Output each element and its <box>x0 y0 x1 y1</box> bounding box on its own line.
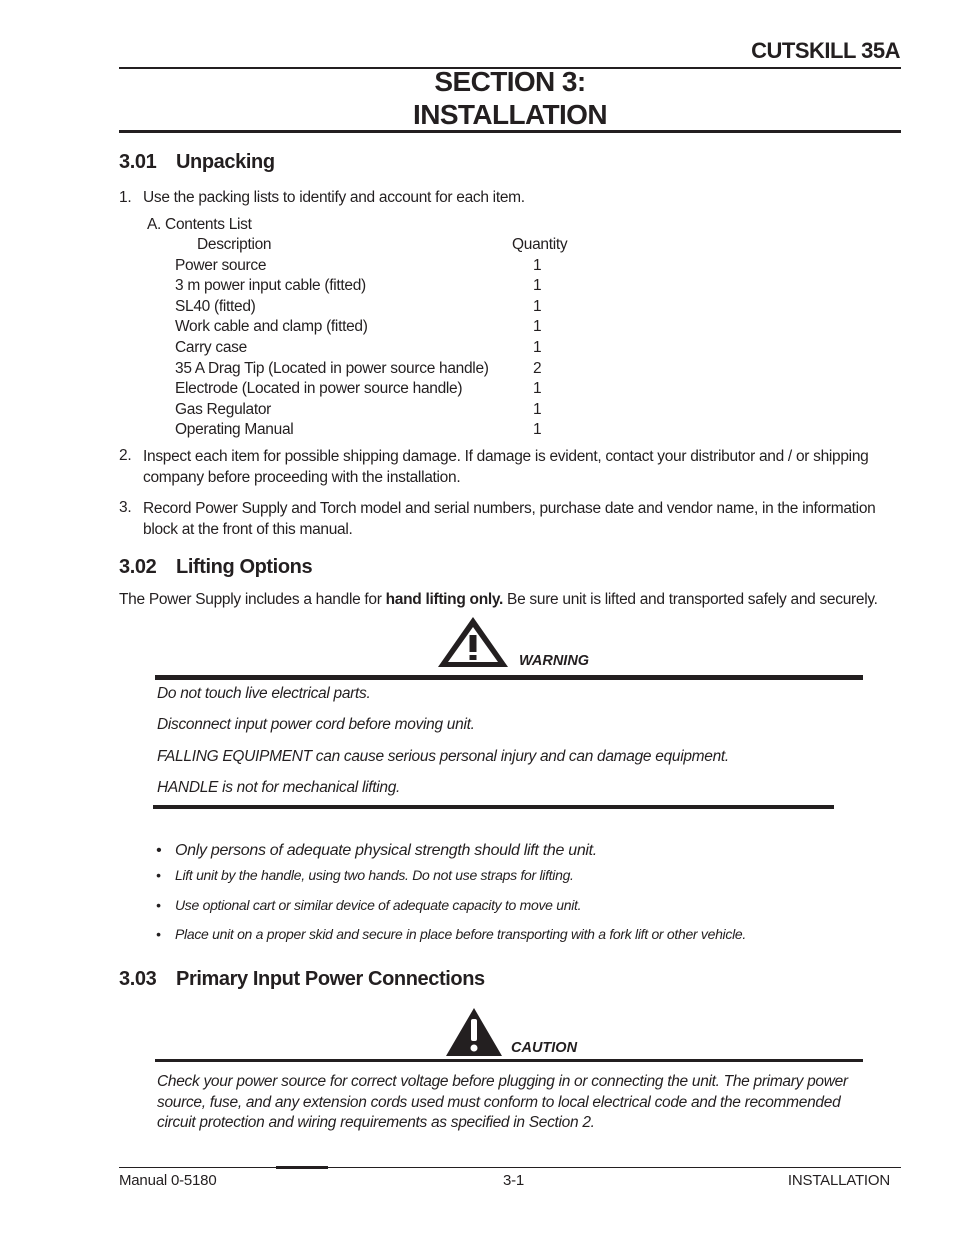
list-item-quantity: 1 <box>533 380 542 397</box>
warning-triangle-icon <box>436 615 510 669</box>
list-item-description: Operating Manual <box>175 421 294 438</box>
warning-line: Do not touch live electrical parts. <box>157 685 371 702</box>
list-item-quantity: 1 <box>533 421 542 438</box>
step-2-number: 2. <box>119 447 132 464</box>
step-2-line: Inspect each item for possible shipping damage. If damage is evident, contact your distributor and / or shipping <box>143 448 869 465</box>
step-3-number: 3. <box>119 499 132 516</box>
contents-list-label: A. Contents List <box>147 216 252 233</box>
list-item-quantity: 1 <box>533 401 542 418</box>
list-item-description: Electrode (Located in power source handle) <box>175 380 463 397</box>
heading-text: Unpacking <box>176 151 275 173</box>
column-header-quantity: Quantity <box>512 236 568 253</box>
bullet-symbol: • <box>156 842 162 859</box>
heading-number: 3.02 <box>119 556 157 578</box>
footer-rule <box>119 1167 901 1168</box>
section-title-line1: SECTION 3: <box>434 66 586 97</box>
lifting-intro-end: Be sure unit is lifted and transported safely and securely. <box>503 591 878 608</box>
section-title-rule <box>119 130 901 133</box>
step-2-text <box>143 446 913 488</box>
list-item-quantity: 1 <box>533 298 542 315</box>
list-item-quantity: 2 <box>533 360 542 377</box>
list-item-description: Carry case <box>175 339 247 356</box>
bullet-item: Only persons of adequate physical strength should lift the unit. <box>175 842 597 859</box>
heading-number: 3.03 <box>119 968 157 990</box>
column-header-description: Description <box>197 236 272 253</box>
lifting-intro-start: The Power Supply includes a handle for <box>119 591 386 608</box>
bullet-symbol: • <box>156 897 161 913</box>
bullet-symbol: • <box>156 926 161 942</box>
caution-line: circuit protection and wiring requirements as specified in Section 2. <box>157 1114 595 1131</box>
heading-lifting-options <box>119 556 312 579</box>
list-item-description: Power source <box>175 257 267 274</box>
caution-rule <box>155 1059 863 1062</box>
list-item-description: Work cable and clamp (fitted) <box>175 318 368 335</box>
list-item-description: 3 m power input cable (fitted) <box>175 277 366 294</box>
footer-rule-accent <box>276 1166 328 1169</box>
warning-line: Disconnect input power cord before moving unit. <box>157 716 475 733</box>
heading-unpacking <box>119 151 275 174</box>
caution-label: CAUTION <box>511 1040 578 1056</box>
heading-text: Lifting Options <box>176 556 313 578</box>
section-title <box>0 65 954 131</box>
list-item-description: 35 A Drag Tip (Located in power source handle) <box>175 360 489 377</box>
heading-number: 3.01 <box>119 151 157 173</box>
bullet-item: Use optional cart or similar device of adequate capacity to move unit. <box>175 897 582 913</box>
heading-primary-input <box>119 968 485 991</box>
caution-text <box>157 1072 848 1134</box>
caution-line: Check your power source for correct voltage before plugging in or connecting the unit. The primary power <box>157 1073 848 1090</box>
step-2-line: company before proceeding with the installation. <box>143 469 461 486</box>
heading-text: Primary Input Power Connections <box>176 968 485 990</box>
warning-line: HANDLE is not for mechanical lifting. <box>157 779 401 796</box>
warning-label: WARNING <box>519 653 590 669</box>
list-item-quantity: 1 <box>533 339 542 356</box>
step-1-text: Use the packing lists to identify and account for each item. <box>143 189 525 206</box>
lifting-intro-emphasis: hand lifting only. <box>385 591 504 608</box>
footer-manual-number: Manual 0-5180 <box>119 1172 217 1189</box>
caution-line: source, fuse, and any extension cords used must conform to local electrical code and the recommended <box>157 1093 841 1111</box>
warning-line: FALLING EQUIPMENT can cause serious personal injury and can damage equipment. <box>157 748 729 765</box>
step-3-text <box>143 498 913 540</box>
footer-page-number: 3-1 <box>503 1172 525 1189</box>
list-item-quantity: 1 <box>533 257 542 274</box>
footer-section-name: INSTALLATION <box>787 1172 890 1189</box>
bullet-symbol: • <box>156 867 161 883</box>
bullet-item: Lift unit by the handle, using two hands. Do not use straps for lifting. <box>175 867 574 883</box>
step-3-line: Record Power Supply and Torch model and serial numbers, purchase date and vendor name, in the information <box>143 500 876 517</box>
list-item-description: SL40 (fitted) <box>175 298 256 315</box>
list-item-quantity: 1 <box>533 277 542 294</box>
bullet-item: Place unit on a proper skid and secure in place before transporting with a fork lift or other vehicle. <box>175 926 746 942</box>
warning-bottom-rule <box>153 805 834 809</box>
section-title-line2: INSTALLATION <box>413 99 607 130</box>
product-name: CUTSKILL 35A <box>751 38 900 63</box>
warning-top-rule <box>155 675 863 680</box>
step-1-number: 1. <box>119 189 132 206</box>
list-item-quantity: 1 <box>533 318 542 335</box>
lifting-intro <box>119 591 878 609</box>
caution-exclamation-icon <box>444 1007 504 1057</box>
step-3-line: block at the front of this manual. <box>143 521 353 538</box>
list-item-description: Gas Regulator <box>175 401 272 418</box>
